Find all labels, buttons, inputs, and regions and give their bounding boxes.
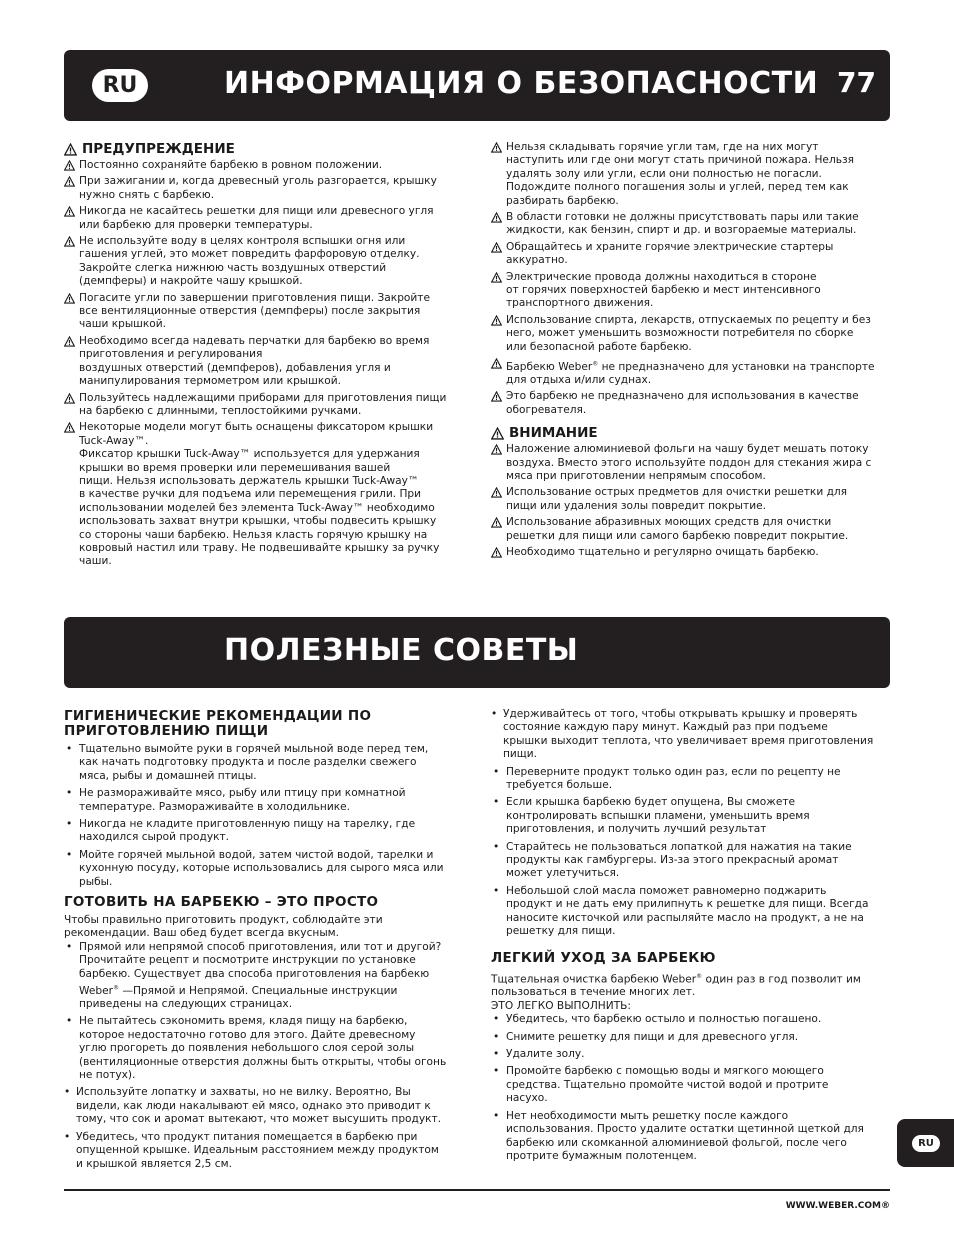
list-item bbox=[491, 1065, 891, 1105]
list-item bbox=[491, 1013, 891, 1026]
bullet-icon: • bbox=[493, 1048, 500, 1061]
warning-item-text: Пользуйтесь надлежащими приборами для приготовления пищи на барбекю с длинными, теплостойкими ручками. bbox=[79, 391, 447, 417]
list-item bbox=[491, 885, 891, 939]
bullet-icon: • bbox=[66, 940, 73, 953]
warning-item bbox=[64, 392, 464, 419]
list-item bbox=[491, 766, 891, 793]
list-item-text: Промойте барбекю с помощью воды и мягкого моющего средства. Тщательно промойте чистой водой и протрите насухо. bbox=[506, 1065, 829, 1105]
warning-triangle-icon bbox=[64, 176, 75, 187]
list-item bbox=[64, 1131, 469, 1171]
list-item-text: Никогда не кладите приготовленную пищу на тарелку, где находился сырой продукт. bbox=[79, 818, 416, 844]
list-item-text: Убедитесь, что барбекю остыло и полностью погашено. bbox=[506, 1013, 822, 1026]
warning-triangle-icon bbox=[64, 236, 75, 247]
easy-list bbox=[64, 941, 469, 1083]
safety-title: ИНФОРМАЦИЯ О БЕЗОПАСНОСТИ bbox=[224, 66, 819, 101]
warning-item-text: Использование абразивных моющих средств для очистки решетки для пищи или самого барбекю повредит покрытие. bbox=[506, 516, 849, 542]
bullet-icon: • bbox=[66, 848, 73, 861]
tips-title: ПОЛЕЗНЫЕ СОВЕТЫ bbox=[224, 633, 579, 668]
list-item bbox=[64, 1086, 469, 1126]
tips-left-column bbox=[64, 709, 469, 1175]
warning-triangle-icon bbox=[491, 427, 504, 440]
footer-url: WWW.WEBER.COM® bbox=[785, 1201, 890, 1211]
list-item-text: Тщательно вымойте руки в горячей мыльной воде перед тем, как начать подготовку продукта и после разделки свежего мяса, рыбы и домашней птицы. bbox=[79, 743, 429, 782]
list-item-text: Убедитесь, что продукт питания помещается в барбекю при опущенной крышке. Идеальным расстоянием между продуктом и крышкой является 2,5 см. bbox=[76, 1130, 439, 1170]
warning-item bbox=[64, 175, 464, 202]
warning-item bbox=[491, 443, 891, 483]
bullet-icon: • bbox=[493, 1030, 500, 1043]
list-item-text: Переверните продукт только один раз, если по рецепту не требуется больше. bbox=[506, 765, 841, 792]
easy-heading: ГОТОВИТЬ НА БАРБЕКЮ – ЭТО ПРОСТО bbox=[64, 894, 379, 911]
warning-triangle-icon bbox=[491, 142, 502, 153]
list-item-text: Если крышка барбекю будет опущена, Вы сможете контролировать вспышки пламени, уменьшить время приготовления, и получить лучший результат bbox=[506, 796, 810, 836]
list-item-text: Прямой или непрямой способ приготовления, или тот и другой? Прочитайте рецепт и посмотрите инструкции по установке барбекю. Существует два способа приготовления на барбекю Weber® —Прямой и Непрямой. Специальные инструкции приведены на следующих страницах. bbox=[79, 940, 442, 1011]
tips-right-column bbox=[491, 708, 891, 1167]
bullet-icon: • bbox=[66, 818, 73, 831]
warning-item-text: Наложение алюминиевой фольги на чашу будет мешать потоку воздуха. Вместо этого используйте поддон для стекания жира с мяса при приготовлении непрямым способом. bbox=[506, 443, 872, 483]
warning-triangle-icon bbox=[64, 206, 75, 217]
list-item: • Удерживайтесь от того, чтобы открывать крышку и проверять состояние каждую пару минут. Каждый раз при подъеме крышки выходит теплота, что увеличивает время приготовления пищи. bbox=[491, 708, 874, 761]
list-item bbox=[64, 818, 469, 845]
warning-item bbox=[491, 390, 891, 417]
bullet-icon: • bbox=[66, 1015, 73, 1028]
warning-triangle-icon bbox=[64, 293, 75, 304]
warning-item-text: Это барбекю не предназначено для использования в качестве обогревателя. bbox=[506, 390, 859, 416]
easy-intro: Чтобы правильно приготовить продукт, соблюдайте эти рекомендации. Ваш обед будет всегда вкусным. bbox=[64, 914, 383, 940]
warning-item-text: Барбекю Weber® не предназначено для установки на транспорте для отдыха и/или суднах. bbox=[506, 360, 875, 387]
caution-list bbox=[491, 443, 891, 559]
list-item-text: Не пытайтесь сэкономить время, кладя пищу на барбекю, которое недостаточно готово для этого. Дайте древесному углю прогореть до появления небольшого слоя серой золы (вентиляционные отверстия должны быть открыты, чтобы огонь не потух). bbox=[79, 1015, 447, 1082]
warning-item bbox=[491, 141, 891, 208]
bullet-icon: • bbox=[66, 743, 73, 755]
list-item bbox=[491, 1031, 891, 1044]
warning-list-left bbox=[64, 159, 464, 569]
warning-item-text: Постоянно сохраняйте барбекю в ровном положении. bbox=[79, 159, 383, 171]
warning-item-text: Использование спирта, лекарств, отпускаемых по рецепту и без него, может уменьшить возможности потребителя по сборке или безопасной работе барбекю. bbox=[506, 313, 871, 353]
safety-right-column bbox=[491, 141, 891, 563]
list-item bbox=[491, 1110, 891, 1164]
care-intro: Тщательная очистка барбекю Weber® один раз в год позволит им пользоваться в течение многих лет. bbox=[491, 972, 861, 999]
list-item bbox=[491, 841, 891, 881]
warning-item bbox=[491, 211, 891, 238]
warning-item-text: Обращайтесь и храните горячие электрические стартеры аккуратно. bbox=[506, 240, 834, 267]
bullet-icon: • bbox=[493, 796, 500, 809]
warning-triangle-icon bbox=[64, 336, 75, 347]
warning-triangle-icon bbox=[491, 487, 502, 498]
caution-heading bbox=[491, 425, 891, 441]
warning-item-text: В области готовки не должны присутствовать пары или такие жидкости, как бензин, спирт и др. и возгораемые материалы. bbox=[506, 211, 859, 237]
footer-divider bbox=[64, 1189, 890, 1191]
tips-right-list bbox=[491, 766, 891, 939]
side-language-tab bbox=[897, 1119, 954, 1167]
warning-item bbox=[64, 335, 464, 389]
bullet-icon: • bbox=[493, 1065, 500, 1078]
warning-triangle-icon bbox=[491, 517, 502, 528]
warning-title: ПРЕДУПРЕЖДЕНИЕ bbox=[82, 141, 235, 157]
warning-item-text: Никогда не касайтесь решетки для пищи или древесного угля или барбекю для проверки температуры. bbox=[79, 205, 434, 231]
care-list bbox=[491, 1013, 891, 1163]
bullet-icon: • bbox=[493, 765, 500, 778]
warning-item-text: Необходимо всегда надевать перчатки для барбекю во время приготовления и регулирования воздушных отверстий (демпферов), добавления угля и манипулирования термометром или крышкой. bbox=[79, 334, 430, 388]
list-item bbox=[64, 743, 469, 783]
warning-item bbox=[64, 205, 464, 232]
list-item-text: Удалите золу. bbox=[506, 1048, 585, 1061]
warning-item-text: Некоторые модели могут быть оснащены фиксатором крышки Tuck-Away™. Фиксатор крышки Tuck-Away™ используется для удержания крышки во время проверки или перемешивания вашей пищи. Нельзя использовать держатель крышки Tuck-Away™ в качестве ручки для подъема или перемещения грили. При использовании моделей без элемента Tuck-Away™ необходимо использовать захват внутри крышки, чтобы подвесить крышку со стороны чаши барбекю. Нельзя класть горячую крышку на ковровый настил или траву. Не подвешивайте крышку за ручку чаши. bbox=[79, 421, 440, 568]
warning-item-text: Необходимо тщательно и регулярно очищать барбекю. bbox=[506, 546, 819, 559]
warning-triangle-icon bbox=[491, 242, 502, 253]
bullet-icon: • bbox=[66, 787, 73, 800]
bullet-icon: • bbox=[64, 1130, 71, 1143]
warning-heading bbox=[64, 141, 464, 157]
warning-item-text: Не используйте воду в целях контроля вспышки огня или гашения углей, это может повредить фарфоровую отделку. Закройте слегка нижнюю часть воздушных отверстий (демпферы) и накройте чашу крышкой. bbox=[79, 235, 420, 288]
side-language-label: RU bbox=[912, 1135, 940, 1152]
safety-banner bbox=[64, 50, 890, 121]
warning-item bbox=[491, 486, 891, 513]
hygiene-heading: ГИГИЕНИЧЕСКИЕ РЕКОМЕНДАЦИИ ПО ПРИГОТОВЛЕНИЮ ПИЩИ bbox=[64, 708, 372, 739]
warning-triangle-icon bbox=[491, 547, 502, 558]
warning-triangle-icon bbox=[491, 272, 502, 283]
warning-item bbox=[64, 235, 464, 289]
warning-item-text: Использование острых предметов для очистки решетки для пищи или удаления золы повредит покрытие. bbox=[506, 486, 848, 512]
warning-item bbox=[64, 421, 464, 568]
list-item-text: Нет необходимости мыть решетку после каждого использования. Просто удалите остатки щетинной щеткой для барбекю или скомканной алюминиевой фольгой, после чего протрите бумажным полотенцем. bbox=[506, 1109, 864, 1162]
list-item-text: Не размораживайте мясо, рыбу или птицу при комнатной температуре. Размораживайте в холодильнике. bbox=[79, 787, 406, 813]
bullet-icon: • bbox=[64, 1086, 71, 1099]
list-item bbox=[64, 849, 469, 889]
warning-item bbox=[491, 271, 891, 311]
hygiene-list bbox=[64, 743, 469, 889]
bullet-icon: • bbox=[493, 884, 500, 897]
list-item-text: Снимите решетку для пищи и для древесного угля. bbox=[506, 1030, 799, 1043]
safety-left-column bbox=[64, 141, 464, 572]
warning-item-text: Погасите угли по завершении приготовления пищи. Закройте все вентиляционные отверстия (демпферы) после закрытия чаши крышкой. bbox=[79, 291, 430, 331]
care-heading: ЛЕГКИЙ УХОД ЗА БАРБЕКЮ bbox=[491, 949, 716, 966]
easy-list-tight bbox=[64, 1086, 469, 1170]
warning-item bbox=[64, 292, 464, 332]
caution-title: ВНИМАНИЕ bbox=[509, 425, 598, 442]
warning-item bbox=[491, 241, 891, 268]
tips-banner bbox=[64, 617, 890, 688]
warning-triangle-icon bbox=[64, 143, 77, 156]
list-item bbox=[491, 796, 891, 836]
warning-item-text: При зажигании и, когда древесный уголь разгорается, крышку нужно снять с барбекю. bbox=[79, 175, 437, 201]
warning-triangle-icon bbox=[491, 315, 502, 326]
page-number: 77 bbox=[837, 66, 876, 99]
warning-triangle-icon bbox=[64, 422, 75, 433]
bullet-icon: • bbox=[493, 840, 500, 853]
care-easy-line: ЭТО ЛЕГКО ВЫПОЛНИТЬ: bbox=[491, 999, 632, 1012]
warning-triangle-icon bbox=[64, 160, 75, 171]
bullet-icon: • bbox=[493, 1013, 500, 1026]
warning-item bbox=[491, 546, 891, 559]
language-badge: RU bbox=[92, 69, 148, 102]
warning-triangle-icon bbox=[491, 444, 502, 455]
warning-item bbox=[491, 357, 891, 387]
list-item-text: Используйте лопатку и захваты, но не вилку. Вероятно, Вы видели, как люди накалывают ей мясо, однако это приводит к тому, что сок и аромат вытекают, что может высушить продукт. bbox=[76, 1086, 442, 1126]
warning-triangle-icon bbox=[491, 391, 502, 402]
list-item-text: Старайтесь не пользоваться лопаткой для нажатия на такие продукты как гамбургеры. Из-за этого прекрасный аромат может улетучиться. bbox=[506, 840, 852, 880]
list-item bbox=[64, 1015, 469, 1082]
list-item bbox=[64, 941, 469, 1012]
warning-triangle-icon bbox=[491, 358, 502, 369]
warning-triangle-icon bbox=[491, 212, 502, 223]
list-item-text: Мойте горячей мыльной водой, затем чистой водой, тарелки и кухонную посуду, которые использовались для сырого мяса или рыбы. bbox=[79, 848, 444, 888]
list-item-text: Небольшой слой масла поможет равномерно поджарить продукт и не дать ему прилипнуть к решетке для пищи. Всегда наносите кисточкой или распыляйте масло на продукт, а не на решетку для пищи. bbox=[506, 884, 869, 938]
warning-triangle-icon bbox=[64, 393, 75, 404]
warning-item bbox=[491, 314, 891, 354]
warning-item-text: Электрические провода должны находиться в стороне от горячих поверхностей барбекю и мест интенсивного транспортного движения. bbox=[506, 270, 821, 310]
bullet-icon: • bbox=[493, 1109, 500, 1122]
warning-item bbox=[64, 159, 464, 172]
warning-list-right bbox=[491, 141, 891, 417]
warning-item bbox=[491, 516, 891, 543]
list-item bbox=[491, 1048, 891, 1061]
list-item bbox=[64, 787, 469, 814]
warning-item-text: Нельзя складывать горячие угли там, где на них могут наступить или где они могут стать причиной пожара. Нельзя удалять золу или угли, если они полностью не погасли. Подождите полного погашения золы и углей, перед тем как разбирать барбекю. bbox=[506, 141, 854, 207]
